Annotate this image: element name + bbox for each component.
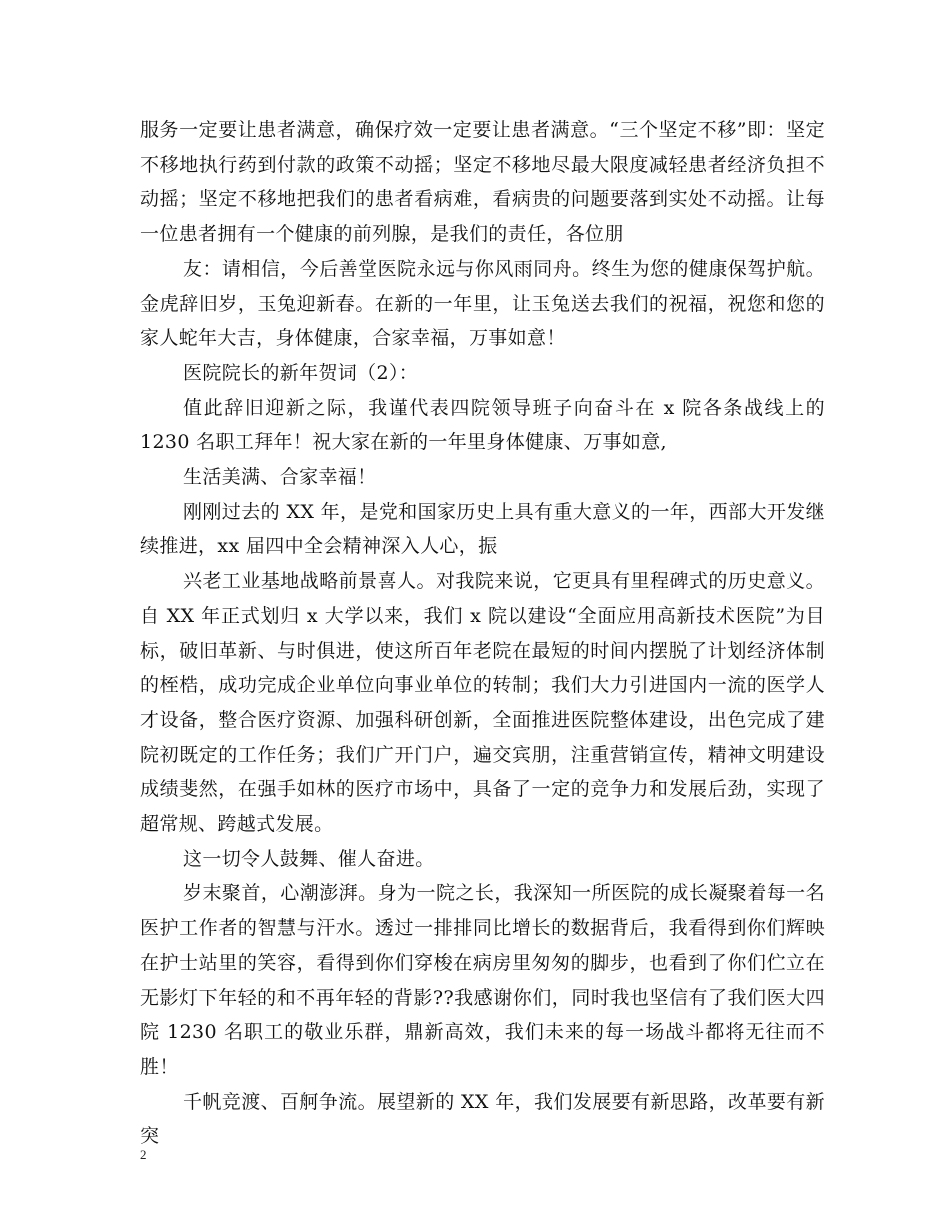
paragraph-9: 千帆竞渡、百舸争流。展望新的 XX 年，我们发展要有新思路，改革要有新突 xyxy=(140,1090,825,1148)
paragraph-3: 值此辞旧迎新之际，我谨代表四院领导班子向奋斗在 x 院各条战线上的 1230 名职工拜年！祝大家在新的一年里身体健康、万事如意, xyxy=(140,396,825,454)
page-number: 2 xyxy=(140,1147,147,1162)
paragraph-5: 刚刚过去的 XX 年，是党和国家历史上具有重大意义的一年，西部大开发继续推进，xx 届四中全会精神深入人心，振 xyxy=(140,500,825,558)
paragraph-7: 这一切令人鼓舞、催人奋进。 xyxy=(183,847,435,870)
document-body xyxy=(140,113,825,1154)
paragraph-2: 友：请相信，今后善堂医院永远与你风雨同舟。终生为您的健康保驾护航。金虎辞旧岁，玉兔迎新春。在新的一年里，让玉兔送去我们的祝福，祝您和您的家人蛇年大吉，身体健康，合家幸福，万事如意！ xyxy=(140,257,825,350)
paragraph-4: 生活美满、合家幸福！ xyxy=(183,466,377,489)
paragraph-1: 服务一定要让患者满意，确保疗效一定要让患者满意。“三个坚定不移”即：坚定不移地执行药到付款的政策不动摇；坚定不移地尽最大限度减轻患者经济负担不动摇；坚定不移地把我们的患者看病难，看病贵的问题要落到实处不动摇。让每一位患者拥有一个健康的前列腺，是我们的责任，各位朋 xyxy=(140,119,825,246)
section-heading: 医院院长的新年贺词（2）： xyxy=(183,361,419,384)
paragraph-8: 岁末聚首，心潮澎湃。身为一院之长，我深知一所医院的成长凝聚着每一名医护工作者的智慧与汗水。透过一排排同比增长的数据背后，我看得到你们辉映在护士站里的笑容，看得到你们穿梭在病房里匆匆的脚步，也看到了你们伫立在无影灯下年轻的和不再年轻的背影??我感谢你们，同时我也坚信有了我们医大四院 1230 名职工的敬业乐群，鼎新高效，我们未来的每一场战斗都将无往而不胜！ xyxy=(140,882,825,1078)
paragraph-6: 兴老工业基地战略前景喜人。对我院来说，它更具有里程碑式的历史意义。自 XX 年正式划归 x 大学以来，我们 x 院以建设“全面应用高新技术医院”为目标，破旧革新、与时俱进，使这所百年老院在最短的时间内摆脱了计划经济体制的桎梏，成功完成企业单位向事业单位的转制；我们大力引进国内一流的医学人才设备，整合医疗资源、加强科研创新，全面推进医院整体建设，出色完成了建院初既定的工作任务；我们广开门户，遍交宾朋，注重营销宣传，精神文明建设成绩斐然，在强手如林的医疗市场中，具备了一定的竞争力和发展后劲，实现了超常规、跨越式发展。 xyxy=(140,570,825,836)
